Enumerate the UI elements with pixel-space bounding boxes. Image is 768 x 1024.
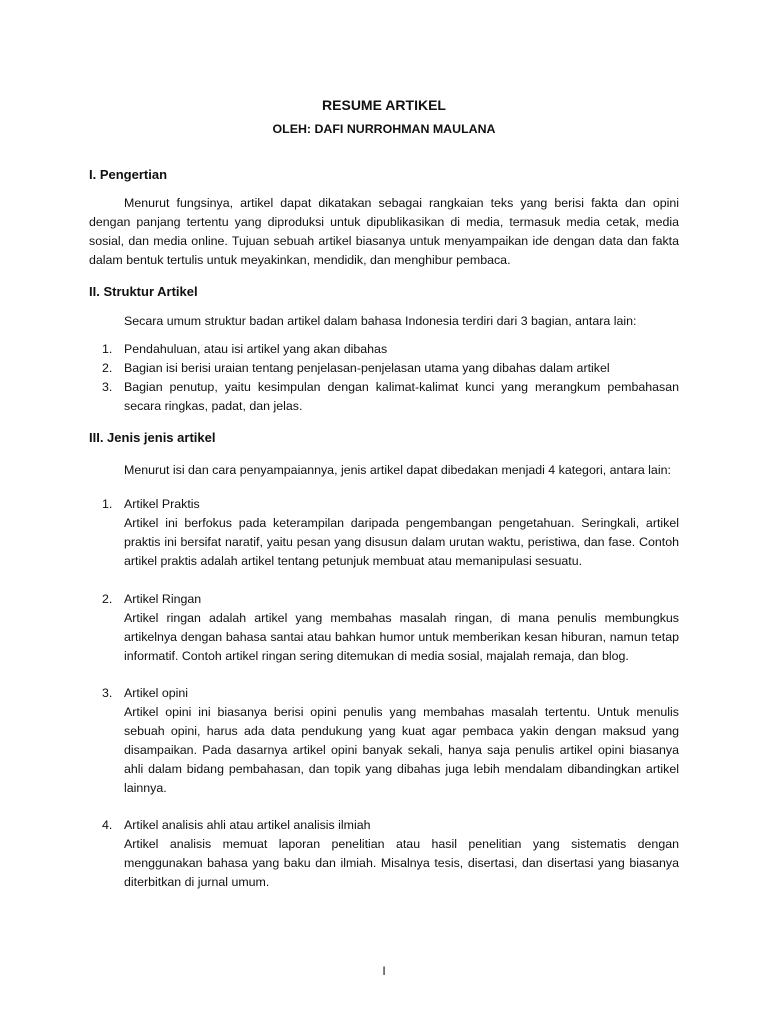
- kategori-body: Artikel ringan adalah artikel yang membahas masalah ringan, di mana penulis membungkus artikelnya dengan bahasa santai atau bahkan humor untuk memberikan kesan hiburan, namun tetap informatif. Contoh artikel ringan sering ditemukan di media sosial, majalah remaja, dan blog.: [124, 611, 679, 663]
- kategori-item-praktis: [89, 495, 679, 571]
- struktur-list: [89, 340, 679, 416]
- paragraph-pengertian: Menurut fungsinya, artikel dapat dikatakan sebagai rangkaian teks yang berisi fakta dan opini dengan panjang tertentu yang diproduksi untuk dipublikasikan di media, termasuk media cetak, media sosial, dan media online. Tujuan sebuah artikel biasanya untuk menyampaikan ide dengan data dan fakta dalam bentuk tertulis untuk meyakinkan, mendidik, dan menghibur pembaca.: [89, 196, 679, 267]
- kategori-title: Artikel Praktis: [124, 497, 200, 511]
- list-number: 2.: [102, 592, 113, 606]
- page-number: I: [382, 964, 386, 978]
- list-item: [89, 378, 679, 416]
- list-number: 1.: [102, 342, 113, 356]
- section-heading-struktur: II. Struktur Artikel: [89, 284, 198, 299]
- section-heading-pengertian: I. Pengertian: [89, 167, 168, 182]
- paragraph-struktur-intro: Secara umum struktur badan artikel dalam bahasa Indonesia terdiri dari 3 bagian, antara lain:: [124, 314, 637, 328]
- kategori-item-opini: [89, 684, 679, 798]
- list-number: 1.: [102, 497, 113, 511]
- section-heading-jenis: III. Jenis jenis artikel: [89, 430, 216, 445]
- kategori-body: Artikel opini ini biasanya berisi opini penulis yang membahas masalah tertentu. Untuk menulis sebuah opini, harus ada data pendukung yang kuat agar pembaca yakin dengan maksud yang disampaikan. Pada dasarnya artikel opini banyak sekali, hanya saja penulis artikel opini biasanya ahli dalam bidang pembahasan, dan topik yang dibahas juga lebih mendalam dibandingkan artikel lainnya.: [124, 705, 679, 795]
- list-number: 2.: [102, 361, 113, 375]
- document-author: OLEH: DAFI NURROHMAN MAULANA: [272, 122, 496, 136]
- list-number: 4.: [102, 818, 113, 832]
- kategori-item-ringan: [89, 590, 679, 666]
- list-item-text: Bagian isi berisi uraian tentang penjelasan-penjelasan utama yang dibahas dalam artikel: [124, 361, 610, 375]
- list-item-text: Pendahuluan, atau isi artikel yang akan dibahas: [124, 342, 388, 356]
- document-title: RESUME ARTIKEL: [322, 97, 446, 113]
- kategori-title: Artikel Ringan: [124, 592, 202, 606]
- kategori-body: Artikel ini berfokus pada keterampilan daripada pengembangan pengetahuan. Seringkali, artikel praktis ini bersifat naratif, yaitu pesan yang disusun dalam urutan waktu, peristiwa, dan fase. Contoh artikel praktis adalah artikel tentang petunjuk membuat atau memanipulasi sesuatu.: [124, 516, 679, 568]
- list-item-text: Bagian penutup, yaitu kesimpulan dengan kalimat-kalimat kunci yang merangkum pembahasan secara ringkas, padat, dan jelas.: [124, 380, 679, 413]
- list-item: [89, 340, 679, 359]
- list-item: [89, 359, 679, 378]
- paragraph-jenis-intro: Menurut isi dan cara penyampaiannya, jenis artikel dapat dibedakan menjadi 4 kategori, antara lain:: [124, 463, 671, 477]
- kategori-title: Artikel opini: [124, 686, 189, 700]
- kategori-body: Artikel analisis memuat laporan penelitian atau hasil penelitian yang sistematis dengan menggunakan bahasa yang baku dan ilmiah. Misalnya tesis, disertasi, dan disertasi yang biasanya diterbitkan di jurnal umum.: [124, 837, 679, 889]
- list-number: 3.: [102, 380, 113, 394]
- kategori-item-analisis: [89, 816, 679, 892]
- kategori-title: Artikel analisis ahli atau artikel analisis ilmiah: [124, 818, 371, 832]
- list-number: 3.: [102, 686, 113, 700]
